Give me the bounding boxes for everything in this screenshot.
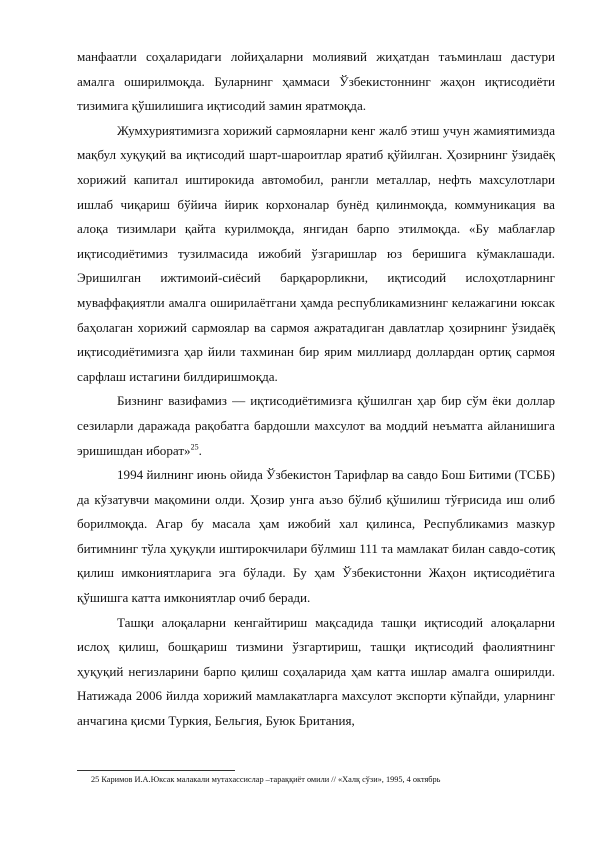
footnote — [91, 774, 555, 785]
paragraph-2-text: Жумхуриятимизга хорижий сармояларни кенг жалб этиш учун жамиятимизда мақбул хуқуқий ва иқтисодий шарт-шароитлар яратиб қўйилган. Ҳозирнинг ўзидаёқ хорижий капитал иштирокида автомобил, рангли металлар, нефть махсулотлари ишлаб чиқариш бўйича йирик корхоналар бунёд қилинмоқда, коммуникация ва алоқа тизимлари қайта курилмоқда, янгидан барпо этилмоқда. «Бу маблағлар иқтисодиётимиз тузилмасида ижобий ўзгаришлар юз беришига кўмаклашади. Эришилган ижтимоий-сиёсий барқарорликни, иқтисодий ислоҳотларнинг муваффақиятли амалга оширилаётгани ҳамда республикамизнинг келажагини юксак баҳолаган хорижий сармоялар ва сармоя ажратадиган давлатлар ҳозирнинг ўзидаёқ иқтисодиётимизга ҳар йили тахминан бир ярим миллиард доллардан ортиқ сармоя сарфлаш истагини билдиришмоқда. — [77, 122, 555, 384]
paragraph-3 — [77, 389, 555, 463]
footnote-reference[interactable]: 25 — [190, 442, 199, 452]
paragraph-3-tail: . — [198, 442, 202, 458]
paragraph-3-text: Бизнинг вазифамиз — иқтисодиётимизга қўшилган ҳар бир сўм ёки доллар сезиларли даражада рақобатга бардошли махсулот ва моддий неъматга айланишига эришишдан иборат» — [77, 393, 555, 458]
footnote-text: 25 Каримов И.А.Юксак малакали мутахассислар –тараққиёт омили // «Халқ сўзи», 1995, 4 октябрь — [91, 775, 441, 784]
paragraph-5-text: Ташқи алоқаларни кенгайтириш мақсадида ташқи иқтисодий алоқаларни ислоҳ қилиш, бошқариш тизмини ўзгартириш, ташқи иқтисодий фаолиятнинг ҳуқуқий негизларини барпо қилиш соҳаларида ҳам катта ишлар амалга оширилди. Натижада 2006 йилда хорижий мамлакатларга махсулот экспорти кўпайди, уларнинг анчагина қисми Туркия, Бельгия, Буюк Британия, — [77, 614, 555, 729]
paragraph-4-text: 1994 йилнинг июнь ойида Ўзбекистон Тарифлар ва савдо Бош Битими (ТСББ) да кўзатувчи мақомини олди. Ҳозир унга аъзо бўлиб қўшилиш тўғрисида иш олиб борилмоқда. Агар бу масала ҳам ижобий хал қилинса, Республикамиз мазкур битимнинг тўла ҳуқуқли иштирокчилари бўлмиш 111 та мамлакат билан савдо-сотиқ қилиш имкониятларига эга бўлади. Бу ҳам Ўзбекистонни Жаҳон иқтисодиётига қўшишга катта имкониятлар очиб беради. — [77, 467, 555, 606]
footnote-divider — [77, 770, 235, 771]
page-body — [77, 45, 555, 734]
paragraph-4 — [77, 463, 555, 611]
paragraph-5 — [77, 611, 555, 734]
paragraph-2 — [77, 119, 555, 390]
paragraph-1 — [77, 45, 555, 119]
paragraph-1-text: манфаатли соҳаларидаги лойиҳаларни молиявий жиҳатдан таъминлаш дастури амалга оширилмоқда. Буларнинг ҳаммаси Ўзбекистоннинг жаҳон иқтисодиёти тизимига қўшилишига иқтисодий замин яратмоқда. — [77, 49, 555, 114]
